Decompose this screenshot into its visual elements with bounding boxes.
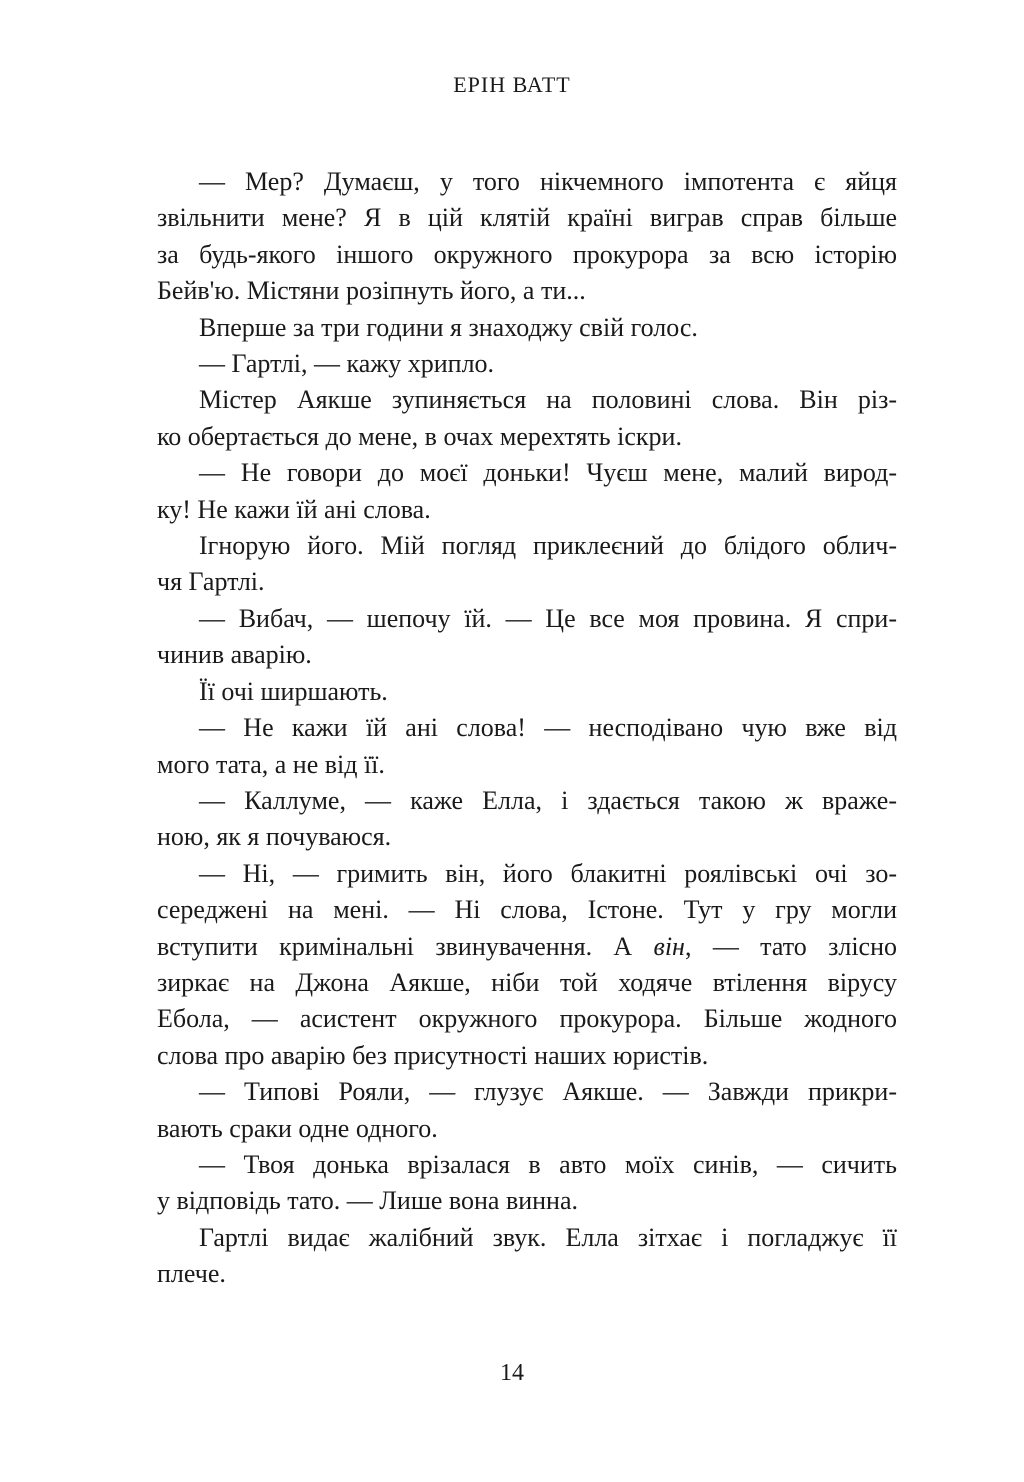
paragraph: [157, 783, 897, 856]
text-line: [157, 929, 897, 965]
text-line: чинив аварію.: [157, 640, 312, 670]
text-line: за будь-якого іншого окружного прокурора за всю історію: [157, 239, 897, 269]
text-line: зиркає на Джона Аякше, ніби той ходяче втілення вірусу: [157, 967, 897, 997]
text-line: чя Гартлі.: [157, 567, 265, 597]
paragraph: [157, 856, 897, 1074]
emphasis-text: він: [653, 931, 685, 961]
text-line: Бейв'ю. Містяни розіпнуть його, а ти...: [157, 276, 586, 306]
text-line: Ігнорую його. Мій погляд приклеєний до блідого облич-: [199, 531, 897, 561]
text-line: середжені на мені. — Ні слова, Істоне. Тут у гру могли: [157, 895, 897, 925]
text-line: — Типові Рояли, — глузує Аякше. — Завжди прикри-: [199, 1077, 897, 1107]
text-line: Її очі ширшають.: [199, 676, 388, 706]
text-line: Містер Аякше зупиняється на половині слова. Він різ-: [199, 385, 897, 415]
text-line: ною, як я почуваюся.: [157, 822, 392, 852]
text-line: Гартлі видає жалібний звук. Елла зітхає і погладжує її: [199, 1222, 897, 1252]
text-line: — Каллуме, — каже Елла, і здається такою ж вражe-: [199, 785, 897, 815]
paragraph: [157, 710, 897, 783]
paragraph: [157, 1220, 897, 1293]
paragraph: [157, 601, 897, 674]
text-line: — Не говори до моєї доньки! Чуєш мене, малий вирод-: [199, 458, 897, 488]
running-head: ЕРІН ВАТТ: [453, 72, 571, 97]
paragraph: [157, 346, 897, 382]
paragraph: [157, 455, 897, 528]
text-line: у відповідь тато. — Лише вона винна.: [157, 1186, 579, 1216]
text-line: — Ні, — гримить він, його блакитні роялівські очі зо-: [199, 858, 897, 888]
text-line: звільнити мене? Я в цій клятій країні виграв справ більше: [157, 203, 897, 233]
text-run: вступити кримінальні звинувачення. А: [157, 931, 654, 961]
paragraph: [157, 382, 897, 455]
text-run: , — тато злісно: [684, 931, 897, 961]
paragraph: [157, 1074, 897, 1147]
body-text: [157, 164, 897, 1293]
text-line: ко обертається до мене, в очах мерехтять іскри.: [157, 421, 682, 451]
text-line: слова про аварію без присутності наших юристів.: [157, 1040, 709, 1070]
text-line: плече.: [157, 1259, 226, 1289]
paragraph: [157, 1147, 897, 1220]
paragraph: [157, 164, 897, 310]
text-line: Ебола, — асистент окружного прокурора. Більше жодного: [157, 1004, 897, 1034]
text-line: — Твоя донька врізалася в авто моїх синів, — сичить: [199, 1149, 897, 1179]
text-line: — Не кажи їй ані слова! — несподівано чую вже від: [199, 713, 897, 743]
text-line: мого тата, а не від її.: [157, 749, 385, 779]
text-line: Вперше за три години я знаходжу свій голос.: [199, 312, 698, 342]
text-line: — Мер? Думаєш, у того нікчемного імпотента є яйця: [199, 167, 897, 196]
text-line: вають сраки одне одного.: [157, 1113, 438, 1143]
paragraph: [157, 528, 897, 601]
text-line: ку! Не кажи їй ані слова.: [157, 494, 431, 524]
paragraph: [157, 310, 897, 346]
paragraph: [157, 674, 897, 710]
page-number: 14: [500, 1360, 524, 1386]
text-line: — Вибач, — шепочу їй. — Це все моя провина. Я спри-: [199, 603, 897, 633]
text-line: — Гартлі, — кажу хрипло.: [199, 349, 495, 379]
